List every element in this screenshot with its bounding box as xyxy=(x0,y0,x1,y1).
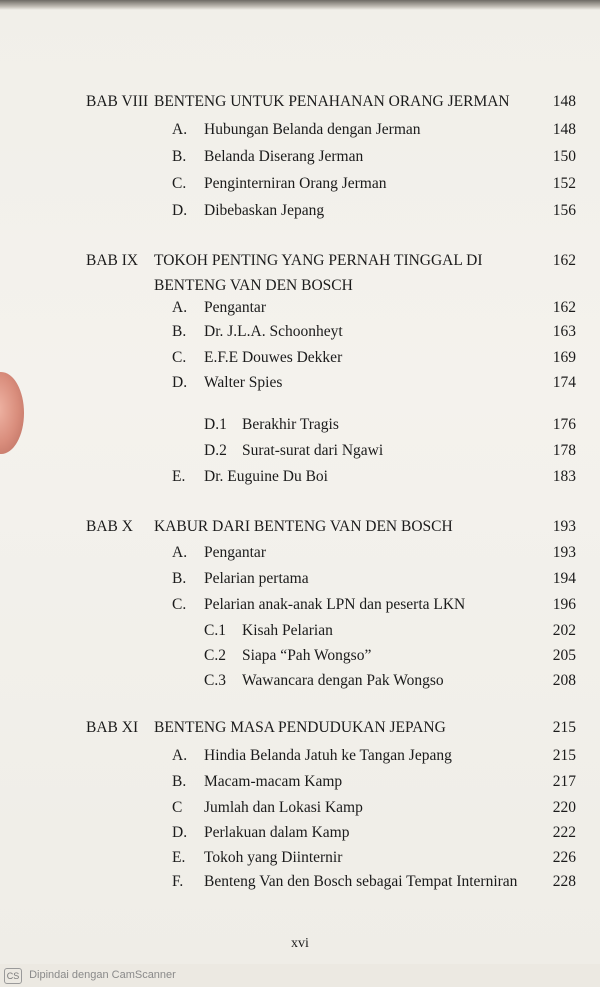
toc-entry-row xyxy=(0,848,600,874)
entry-letter: A. xyxy=(172,544,188,561)
toc-entry-row xyxy=(0,467,600,493)
page-number: 176 xyxy=(552,416,576,433)
entry-letter: D. xyxy=(172,202,188,219)
toc-entry-row xyxy=(0,543,600,569)
page-number: 148 xyxy=(552,93,576,110)
page-number: 215 xyxy=(552,747,576,764)
entry-title: Wawancara dengan Pak Wongso xyxy=(242,672,444,689)
page-number: 222 xyxy=(552,824,576,841)
entry-title: Surat-surat dari Ngawi xyxy=(242,442,384,459)
entry-title: E.F.E Douwes Dekker xyxy=(204,349,343,366)
entry-title: Penginterniran Orang Jerman xyxy=(204,175,387,192)
entry-title: Dibebaskan Jepang xyxy=(204,202,325,219)
toc-subentry-row xyxy=(0,415,600,441)
page-number: 205 xyxy=(552,647,576,664)
toc-entry-row xyxy=(0,798,600,824)
entry-letter: C.2 xyxy=(204,647,226,664)
chapter-number: BAB XI xyxy=(86,719,139,736)
toc-subentry-row xyxy=(0,441,600,467)
toc-subentry-row xyxy=(0,621,600,647)
page-number: 193 xyxy=(552,544,576,561)
entry-title: Dr. J.L.A. Schoonheyt xyxy=(204,323,343,340)
entry-letter: C.1 xyxy=(204,622,226,639)
entry-letter: A. xyxy=(172,299,188,316)
page-number: 169 xyxy=(552,349,576,366)
page-number: 174 xyxy=(552,374,576,391)
entry-title: Walter Spies xyxy=(204,374,283,391)
chapter-number: BAB X xyxy=(86,518,133,535)
entry-letter: B. xyxy=(172,323,187,340)
entry-title: Siapa “Pah Wongso” xyxy=(242,647,372,664)
page-number: 228 xyxy=(552,873,576,890)
toc-entry-row xyxy=(0,298,600,324)
entry-title: Benteng Van den Bosch sebagai Tempat Interniran xyxy=(204,873,518,890)
page-folio: xvi xyxy=(291,936,309,951)
entry-title: Jumlah dan Lokasi Kamp xyxy=(204,799,363,816)
entry-title: Belanda Diserang Jerman xyxy=(204,148,364,165)
entry-letter: C. xyxy=(172,175,187,192)
toc-entry-row xyxy=(0,772,600,798)
entry-letter: D.2 xyxy=(204,442,227,459)
entry-title: Kisah Pelarian xyxy=(242,622,333,639)
toc-entry-row xyxy=(0,147,600,173)
chapter-title-line2: BENTENG VAN DEN BOSCH xyxy=(154,277,353,294)
page-number: 162 xyxy=(552,252,576,269)
toc-chapter-row xyxy=(0,251,600,277)
entry-title: Pengantar xyxy=(204,299,266,316)
toc-subentry-row xyxy=(0,646,600,672)
entry-letter: C. xyxy=(172,596,187,613)
toc-entry-row xyxy=(0,201,600,227)
entry-letter: C xyxy=(172,799,183,816)
toc-entry-row xyxy=(0,373,600,399)
entry-title: Pelarian pertama xyxy=(204,570,309,587)
entry-letter: E. xyxy=(172,849,186,866)
toc-entry-row xyxy=(0,872,600,898)
entry-title: Tokoh yang Diinternir xyxy=(204,849,343,866)
toc-chapter-row xyxy=(0,718,600,744)
toc-entry-row xyxy=(0,595,600,621)
toc-entry-row xyxy=(0,823,600,849)
page-number: 163 xyxy=(552,323,576,340)
page-number: 183 xyxy=(552,468,576,485)
entry-title: Dr. Euguine Du Boi xyxy=(204,468,328,485)
page-number: 217 xyxy=(552,773,576,790)
entry-title: Hubungan Belanda dengan Jerman xyxy=(204,121,421,138)
toc-chapter-row xyxy=(0,517,600,543)
chapter-title: TOKOH PENTING YANG PERNAH TINGGAL DI xyxy=(154,252,483,269)
page-number: 148 xyxy=(552,121,576,138)
scanner-label: Dipindai dengan CamScanner xyxy=(29,969,176,981)
page-number: 193 xyxy=(552,518,576,535)
entry-letter: B. xyxy=(172,570,187,587)
toc-entry-row xyxy=(0,120,600,146)
page-number: 162 xyxy=(552,299,576,316)
chapter-title: BENTENG MASA PENDUDUKAN JEPANG xyxy=(154,719,446,736)
entry-title: Macam-macam Kamp xyxy=(204,773,343,790)
entry-title: Pelarian anak-anak LPN dan peserta LKN xyxy=(204,596,466,613)
page-number: 152 xyxy=(552,175,576,192)
chapter-title: BENTENG UNTUK PENAHANAN ORANG JERMAN xyxy=(154,93,510,110)
entry-letter: D. xyxy=(172,824,188,841)
entry-letter: C.3 xyxy=(204,672,226,689)
toc-entry-row xyxy=(0,348,600,374)
toc-subentry-row xyxy=(0,671,600,697)
page-number: 215 xyxy=(552,719,576,736)
page-number: 150 xyxy=(552,148,576,165)
entry-letter: A. xyxy=(172,121,188,138)
toc-entry-row xyxy=(0,746,600,772)
entry-title: Hindia Belanda Jatuh ke Tangan Jepang xyxy=(204,747,452,764)
entry-letter: A. xyxy=(172,747,188,764)
scanner-watermark xyxy=(0,964,600,987)
page-number: 194 xyxy=(552,570,576,587)
entry-title: Perlakuan dalam Kamp xyxy=(204,824,350,841)
page-number: 226 xyxy=(552,849,576,866)
toc-entry-row xyxy=(0,174,600,200)
entry-letter: B. xyxy=(172,148,187,165)
chapter-number: BAB IX xyxy=(86,252,139,269)
entry-letter: C. xyxy=(172,349,187,366)
page-number: 208 xyxy=(552,672,576,689)
chapter-number: BAB VIII xyxy=(86,93,149,110)
page-number: 196 xyxy=(552,596,576,613)
entry-title: Pengantar xyxy=(204,544,266,561)
toc-entry-row xyxy=(0,569,600,595)
entry-title: Berakhir Tragis xyxy=(242,416,339,433)
page-number: 220 xyxy=(552,799,576,816)
page-number: 156 xyxy=(552,202,576,219)
entry-letter: B. xyxy=(172,773,187,790)
page-number: 178 xyxy=(552,442,576,459)
entry-letter: D. xyxy=(172,374,188,391)
page-number: 202 xyxy=(552,622,576,639)
chapter-title: KABUR DARI BENTENG VAN DEN BOSCH xyxy=(154,518,453,535)
camscanner-logo-icon: CS xyxy=(4,968,22,984)
entry-letter: D.1 xyxy=(204,416,227,433)
toc-entry-row xyxy=(0,322,600,348)
entry-letter: F. xyxy=(172,873,184,890)
entry-letter: E. xyxy=(172,468,186,485)
toc-chapter-row xyxy=(0,92,600,118)
